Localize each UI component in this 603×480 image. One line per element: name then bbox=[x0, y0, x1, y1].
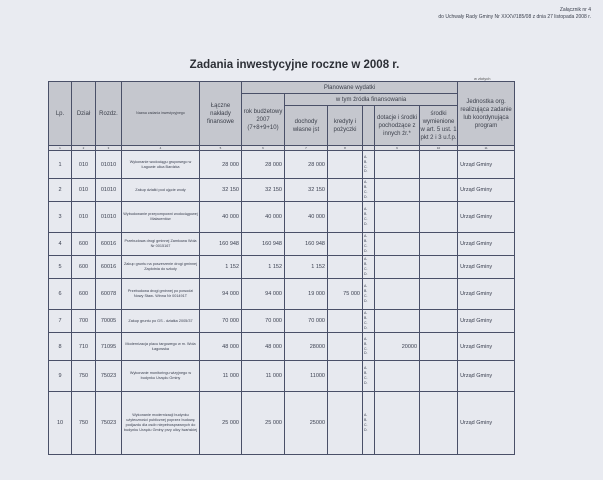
table-body bbox=[49, 151, 515, 455]
cell-nazwa: Zakup gruntu na poszerzenie drogi gminnej Zapłotnia do szkoły bbox=[122, 256, 200, 279]
abcd-marker: D. bbox=[364, 351, 368, 356]
cell-nazwa: Przebudowa drogi gminnej po powodzi Nowy Staw- Winna Nr 001491T bbox=[122, 279, 200, 310]
abcd-marker: C. bbox=[364, 190, 368, 194]
table-row bbox=[49, 151, 515, 179]
cell-dochody: 28000 bbox=[285, 333, 328, 361]
header-spacer bbox=[363, 106, 375, 146]
cell-rozdz: 60016 bbox=[96, 233, 122, 256]
abcd-marker: C. bbox=[364, 376, 368, 380]
cell-kredyty bbox=[328, 392, 363, 455]
table-row bbox=[49, 256, 515, 279]
cell-dzial: 750 bbox=[72, 361, 96, 392]
cell-dochody: 160 948 bbox=[285, 233, 328, 256]
cell-jednostka: Urząd Gminy bbox=[458, 392, 515, 455]
cell-jednostka: Urząd Gminy bbox=[458, 333, 515, 361]
abcd-marker: A. bbox=[364, 284, 368, 289]
cell-laczne: 160 948 bbox=[200, 233, 242, 256]
col-num: 8 bbox=[328, 146, 363, 151]
cell-rok: 48 000 bbox=[242, 333, 285, 361]
header-kredyty: kredyty i pożyczki bbox=[328, 106, 363, 146]
cell-laczne: 28 000 bbox=[200, 151, 242, 179]
cell-abcd bbox=[363, 202, 375, 233]
abcd-marker: D. bbox=[364, 271, 368, 276]
investment-table bbox=[48, 81, 515, 455]
cell-nazwa: Wykonanie modernizacji budynku użyteczności publicznej poprzez budowę podjazdu dla osób niepełnosprawnych do budynku Urzędu Gminy przy ulicy Iwańskiej bbox=[122, 392, 200, 455]
cell-srodki bbox=[420, 151, 458, 179]
table-row bbox=[49, 310, 515, 333]
annex-reference bbox=[438, 7, 591, 21]
abcd-marker: C. bbox=[364, 423, 368, 427]
cell-dochody: 11000 bbox=[285, 361, 328, 392]
cell-dochody: 70 000 bbox=[285, 310, 328, 333]
cell-dotacje bbox=[375, 392, 420, 455]
col-num: 6 bbox=[242, 146, 285, 151]
cell-srodki bbox=[420, 279, 458, 310]
cell-dotacje bbox=[375, 279, 420, 310]
cell-dochody: 1 152 bbox=[285, 256, 328, 279]
cell-dochody: 25000 bbox=[285, 392, 328, 455]
cell-dzial: 600 bbox=[72, 256, 96, 279]
abcd-marker: D. bbox=[364, 427, 368, 432]
cell-dzial: 600 bbox=[72, 233, 96, 256]
abcd-marker: B. bbox=[364, 239, 368, 244]
abcd-marker: B. bbox=[364, 262, 368, 267]
table-row bbox=[49, 361, 515, 392]
abcd-marker: B. bbox=[364, 289, 368, 294]
cell-jednostka: Urząd Gminy bbox=[458, 256, 515, 279]
cell-rozdz: 60078 bbox=[96, 279, 122, 310]
header-laczne: Łączne nakłady finansowe bbox=[200, 82, 242, 146]
cell-rok: 160 948 bbox=[242, 233, 285, 256]
col-num: 5 bbox=[200, 146, 242, 151]
col-num: 2 bbox=[72, 146, 96, 151]
cell-abcd bbox=[363, 392, 375, 455]
cell-kredyty bbox=[328, 310, 363, 333]
cell-dochody: 32 150 bbox=[285, 179, 328, 202]
cell-srodki bbox=[420, 361, 458, 392]
cell-abcd bbox=[363, 179, 375, 202]
abcd-marker: C. bbox=[364, 294, 368, 298]
cell-dotacje bbox=[375, 233, 420, 256]
abcd-marker: B. bbox=[364, 316, 368, 321]
annex-resolution: do Uchwały Rady Gminy Nr XXXV/185/08 z dnia 27 listopada 2008 r. bbox=[438, 14, 591, 20]
header-rok: rok budżetowy 2007 (7+8+9+10) bbox=[242, 94, 285, 146]
abcd-marker: C. bbox=[364, 217, 368, 221]
cell-dzial: 010 bbox=[72, 179, 96, 202]
cell-laczne: 1 152 bbox=[200, 256, 242, 279]
abcd-marker: B. bbox=[364, 371, 368, 376]
cell-nazwa: Zakup gruntu po GS - działka 2005/37 bbox=[122, 310, 200, 333]
cell-dzial: 710 bbox=[72, 333, 96, 361]
cell-rok: 28 000 bbox=[242, 151, 285, 179]
cell-rozdz: 01010 bbox=[96, 202, 122, 233]
cell-kredyty bbox=[328, 333, 363, 361]
cell-rok: 32 150 bbox=[242, 179, 285, 202]
cell-jednostka: Urząd Gminy bbox=[458, 179, 515, 202]
abcd-marker: A. bbox=[364, 311, 368, 316]
abcd-marker: B. bbox=[364, 418, 368, 423]
cell-laczne: 32 150 bbox=[200, 179, 242, 202]
abcd-marker: D. bbox=[364, 221, 368, 226]
abcd-marker: A. bbox=[364, 336, 368, 341]
table-row bbox=[49, 333, 515, 361]
cell-nazwa: Modernizacja placu targowego w m. Wola Łagowska bbox=[122, 333, 200, 361]
cell-rok: 70 000 bbox=[242, 310, 285, 333]
cell-rozdz: 71095 bbox=[96, 333, 122, 361]
header-planowane: Planowane wydatki bbox=[242, 82, 458, 94]
cell-rozdz: 70005 bbox=[96, 310, 122, 333]
abcd-marker: D. bbox=[364, 169, 368, 174]
cell-dochody: 19 000 bbox=[285, 279, 328, 310]
cell-jednostka: Urząd Gminy bbox=[458, 310, 515, 333]
cell-laczne: 25 000 bbox=[200, 392, 242, 455]
table-row bbox=[49, 179, 515, 202]
cell-kredyty bbox=[328, 233, 363, 256]
cell-nazwa: Wykonanie wodociągu grupowego w Łagowie ulica Bardzka bbox=[122, 151, 200, 179]
cell-abcd bbox=[363, 256, 375, 279]
col-num: 11 bbox=[458, 146, 515, 151]
cell-laczne: 40 000 bbox=[200, 202, 242, 233]
header-rozdz: Rozdz. bbox=[96, 82, 122, 146]
cell-kredyty bbox=[328, 179, 363, 202]
cell-dochody: 40 000 bbox=[285, 202, 328, 233]
cell-kredyty bbox=[328, 361, 363, 392]
cell-kredyty: 75 000 bbox=[328, 279, 363, 310]
abcd-marker: A. bbox=[364, 207, 368, 212]
cell-jednostka: Urząd Gminy bbox=[458, 151, 515, 179]
col-num: 4 bbox=[122, 146, 200, 151]
abcd-marker: D. bbox=[364, 298, 368, 303]
cell-nazwa: Zakup działki pod ujęcie wody bbox=[122, 179, 200, 202]
col-num: 10 bbox=[420, 146, 458, 151]
header-dzial: Dział bbox=[72, 82, 96, 146]
cell-srodki bbox=[420, 392, 458, 455]
header-dochody: dochody własne jst bbox=[285, 106, 328, 146]
page-title-text: Zadania inwestycyjne roczne w 2008 r. bbox=[189, 59, 400, 71]
cell-rok: 11 000 bbox=[242, 361, 285, 392]
cell-abcd bbox=[363, 279, 375, 310]
cell-dzial: 010 bbox=[72, 202, 96, 233]
cell-lp: 9 bbox=[49, 361, 72, 392]
abcd-marker: C. bbox=[364, 346, 368, 351]
col-num: 9 bbox=[375, 146, 420, 151]
cell-rozdz: 75023 bbox=[96, 392, 122, 455]
cell-rok: 1 152 bbox=[242, 256, 285, 279]
cell-kredyty bbox=[328, 151, 363, 179]
cell-rok: 25 000 bbox=[242, 392, 285, 455]
cell-lp: 10 bbox=[49, 392, 72, 455]
cell-dotacje bbox=[375, 151, 420, 179]
cell-jednostka: Urząd Gminy bbox=[458, 361, 515, 392]
cell-abcd bbox=[363, 151, 375, 179]
table-row bbox=[49, 392, 515, 455]
cell-dotacje: 20000 bbox=[375, 333, 420, 361]
cell-dotacje bbox=[375, 179, 420, 202]
header-jednostka: Jednostka org. realizująca zadanie lub koordynująca program bbox=[458, 82, 515, 146]
col-num: 7 bbox=[285, 146, 328, 151]
abcd-marker: D. bbox=[364, 194, 368, 199]
abcd-marker: D. bbox=[364, 380, 368, 385]
cell-rozdz: 75023 bbox=[96, 361, 122, 392]
page-title bbox=[0, 59, 603, 71]
cell-dzial: 600 bbox=[72, 279, 96, 310]
cell-lp: 5 bbox=[49, 256, 72, 279]
header-zrodla: w tym źródła finansowania bbox=[285, 94, 458, 106]
cell-dochody: 28 000 bbox=[285, 151, 328, 179]
cell-dzial: 700 bbox=[72, 310, 96, 333]
cell-rozdz: 60016 bbox=[96, 256, 122, 279]
table-row bbox=[49, 279, 515, 310]
cell-dotacje bbox=[375, 256, 420, 279]
cell-nazwa: Wybudowanie przepompowni wodociągowej Małacentów bbox=[122, 202, 200, 233]
currency-unit: w złotych bbox=[474, 76, 491, 81]
cell-srodki bbox=[420, 333, 458, 361]
cell-srodki bbox=[420, 310, 458, 333]
cell-laczne: 11 000 bbox=[200, 361, 242, 392]
cell-srodki bbox=[420, 202, 458, 233]
cell-laczne: 94 000 bbox=[200, 279, 242, 310]
cell-nazwa: Przebudowa drogi gminnej Zamkowa Wola Nr 0015167 bbox=[122, 233, 200, 256]
abcd-marker: A. bbox=[364, 366, 368, 371]
abcd-marker: B. bbox=[364, 185, 368, 190]
abcd-marker: D. bbox=[364, 325, 368, 330]
abcd-marker: C. bbox=[364, 164, 368, 169]
cell-nazwa: Wykonanie monitoringu wizyjnego w budynku Urzędu Gminy bbox=[122, 361, 200, 392]
cell-dotacje bbox=[375, 202, 420, 233]
cell-srodki bbox=[420, 256, 458, 279]
abcd-marker: C. bbox=[364, 267, 368, 271]
cell-dotacje bbox=[375, 361, 420, 392]
cell-rok: 94 000 bbox=[242, 279, 285, 310]
cell-jednostka: Urząd Gminy bbox=[458, 202, 515, 233]
header-srodki: środki wymienione w art. 5 ust. 1 pkt 2 i 3 u.f.p. bbox=[420, 106, 458, 146]
cell-rok: 40 000 bbox=[242, 202, 285, 233]
cell-dotacje bbox=[375, 310, 420, 333]
abcd-marker: A. bbox=[364, 154, 368, 159]
cell-jednostka: Urząd Gminy bbox=[458, 279, 515, 310]
cell-kredyty bbox=[328, 256, 363, 279]
abcd-marker: A. bbox=[364, 234, 368, 239]
cell-abcd bbox=[363, 310, 375, 333]
header-nazwa: Nazwa zadania inwestycyjnego bbox=[122, 82, 200, 146]
cell-lp: 1 bbox=[49, 151, 72, 179]
cell-dzial: 010 bbox=[72, 151, 96, 179]
abcd-marker: A. bbox=[364, 413, 368, 418]
abcd-marker: B. bbox=[364, 212, 368, 217]
abcd-marker: B. bbox=[364, 341, 368, 346]
cell-abcd bbox=[363, 333, 375, 361]
table-row bbox=[49, 233, 515, 256]
cell-dzial: 750 bbox=[72, 392, 96, 455]
cell-lp: 8 bbox=[49, 333, 72, 361]
cell-lp: 2 bbox=[49, 179, 72, 202]
abcd-marker: D. bbox=[364, 248, 368, 253]
cell-laczne: 48 000 bbox=[200, 333, 242, 361]
header-dotacje: dotacje i środki pochodzące z innych źr.* bbox=[375, 106, 420, 146]
cell-srodki bbox=[420, 179, 458, 202]
abcd-marker: B. bbox=[364, 159, 368, 164]
cell-abcd bbox=[363, 361, 375, 392]
cell-lp: 4 bbox=[49, 233, 72, 256]
cell-kredyty bbox=[328, 202, 363, 233]
abcd-marker: C. bbox=[364, 244, 368, 248]
cell-lp: 3 bbox=[49, 202, 72, 233]
header-lp: Lp. bbox=[49, 82, 72, 146]
col-num: 1 bbox=[49, 146, 72, 151]
table-row bbox=[49, 202, 515, 233]
annex-number: Załącznik nr 4 bbox=[559, 7, 591, 13]
abcd-marker: A. bbox=[364, 180, 368, 185]
cell-jednostka: Urząd Gminy bbox=[458, 233, 515, 256]
cell-abcd bbox=[363, 233, 375, 256]
cell-srodki bbox=[420, 233, 458, 256]
col-num: 3 bbox=[96, 146, 122, 151]
cell-rozdz: 01010 bbox=[96, 151, 122, 179]
abcd-marker: A. bbox=[364, 257, 368, 262]
cell-lp: 6 bbox=[49, 279, 72, 310]
cell-laczne: 70 000 bbox=[200, 310, 242, 333]
cell-rozdz: 01010 bbox=[96, 179, 122, 202]
cell-lp: 7 bbox=[49, 310, 72, 333]
abcd-marker: C. bbox=[364, 321, 368, 325]
